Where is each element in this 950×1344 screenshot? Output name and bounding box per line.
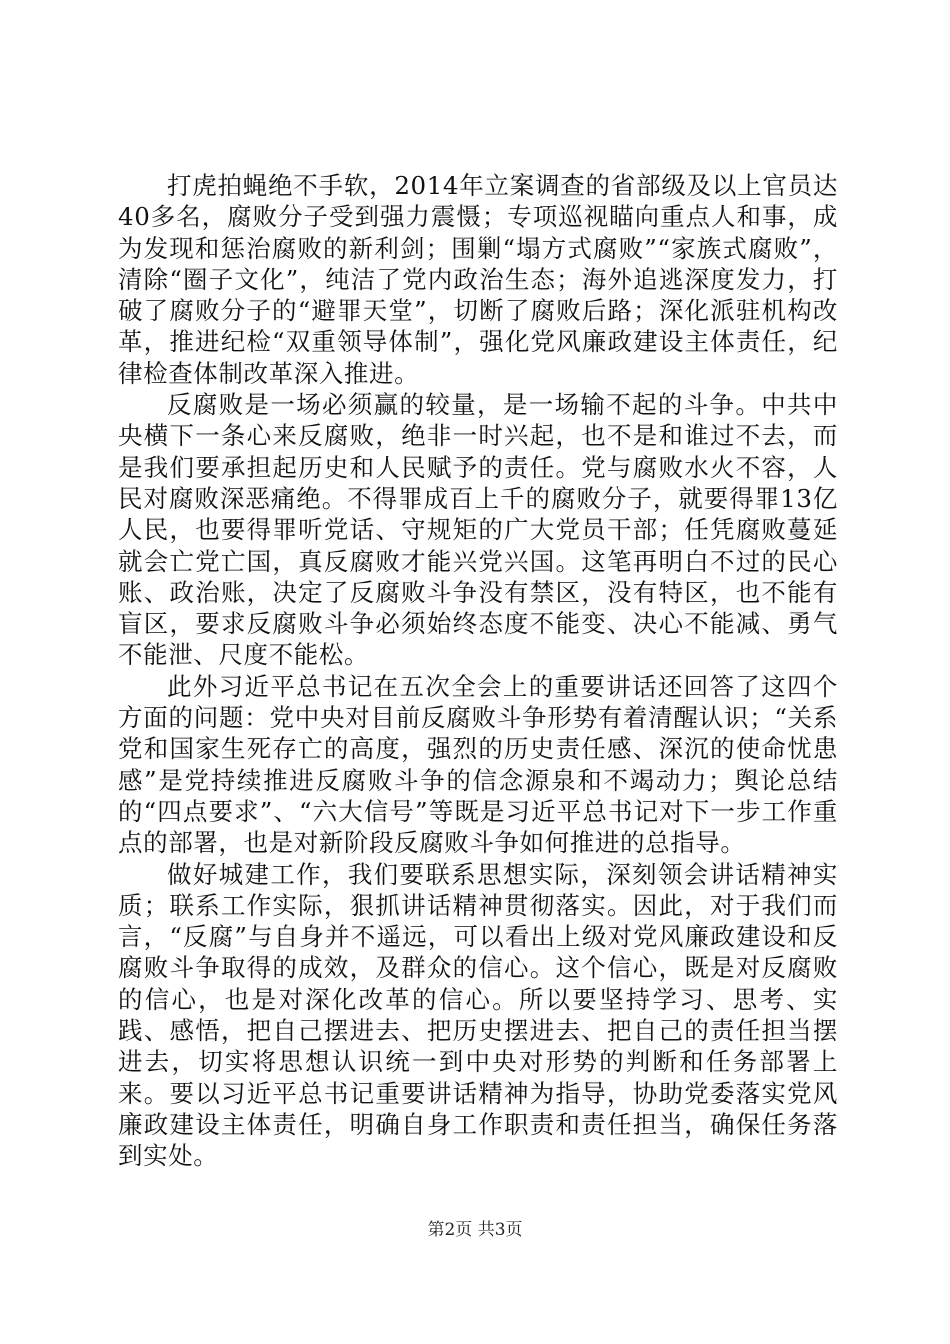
- paragraph-urban-construction-work: 做好城建工作，我们要联系思想实际，深刻领会讲话精神实质；联系工作实际，狠抓讲话精神贯彻落实。因此，对于我们而言，“反腐”与自身并不遥远，可以看出上级对党风廉政建设和反腐败斗争取得的成效，及群众的信心。这个信心，既是对反腐败的信心，也是对深化改革的信心。所以要坚持学习、思考、实践、感悟，把自己摆进去、把历史摆进去、把自己的责任担当摆进去，切实将思想认识统一到中央对形势的判断和任务部署上来。要以习近平总书记重要讲话精神为指导，协助党委落实党风廉政建设主体责任，明确自身工作职责和责任担当，确保任务落到实处。: [118, 859, 838, 1171]
- paragraph-plenary-speech: 此外习近平总书记在五次全会上的重要讲话还回答了这四个方面的问题：党中央对目前反腐败斗争形势有着清醒认识；“关系党和国家生死存亡的高度，强烈的历史责任感、深沉的使命忧患感”是党持续推进反腐败斗争的信念源泉和不竭动力；舆论总结的“四点要求”、“六大信号”等既是习近平总书记对下一步工作重点的部署，也是对新阶段反腐败斗争如何推进的总指导。: [118, 671, 838, 858]
- document-body: [118, 170, 838, 1172]
- paragraph-must-win-struggle: 反腐败是一场必须赢的较量，是一场输不起的斗争。中共中央横下一条心来反腐败，绝非一时兴起，也不是和谁过不去，而是我们要承担起历史和人民赋予的责任。党与腐败水火不容，人民对腐败深恶痛绝。不得罪成百上千的腐败分子，就要得罪13亿人民，也要得罪听党话、守规矩的广大党员干部；任凭腐败蔓延就会亡党亡国，真反腐败才能兴党兴国。这笔再明白不过的民心账、政治账，决定了反腐败斗争没有禁区，没有特区，也不能有盲区，要求反腐败斗争必须始终态度不能变、决心不能减、勇气不能泄、尺度不能松。: [118, 390, 838, 670]
- page-number-footer: 第2页 共3页: [427, 1220, 523, 1240]
- paragraph-anticorruption-results: 打虎拍蝇绝不手软，2014年立案调查的省部级及以上官员达40多名，腐败分子受到强力震慑；专项巡视瞄向重点人和事，成为发现和惩治腐败的新利剑；围剿“塌方式腐败”“家族式腐败”，清除“圈子文化”，纯洁了党内政治生态；海外追逃深度发力，打破了腐败分子的“避罪天堂”，切断了腐败后路；深化派驻机构改革，推进纪检“双重领导体制”，强化党风廉政建设主体责任，纪律检查体制改革深入推进。: [118, 171, 838, 388]
